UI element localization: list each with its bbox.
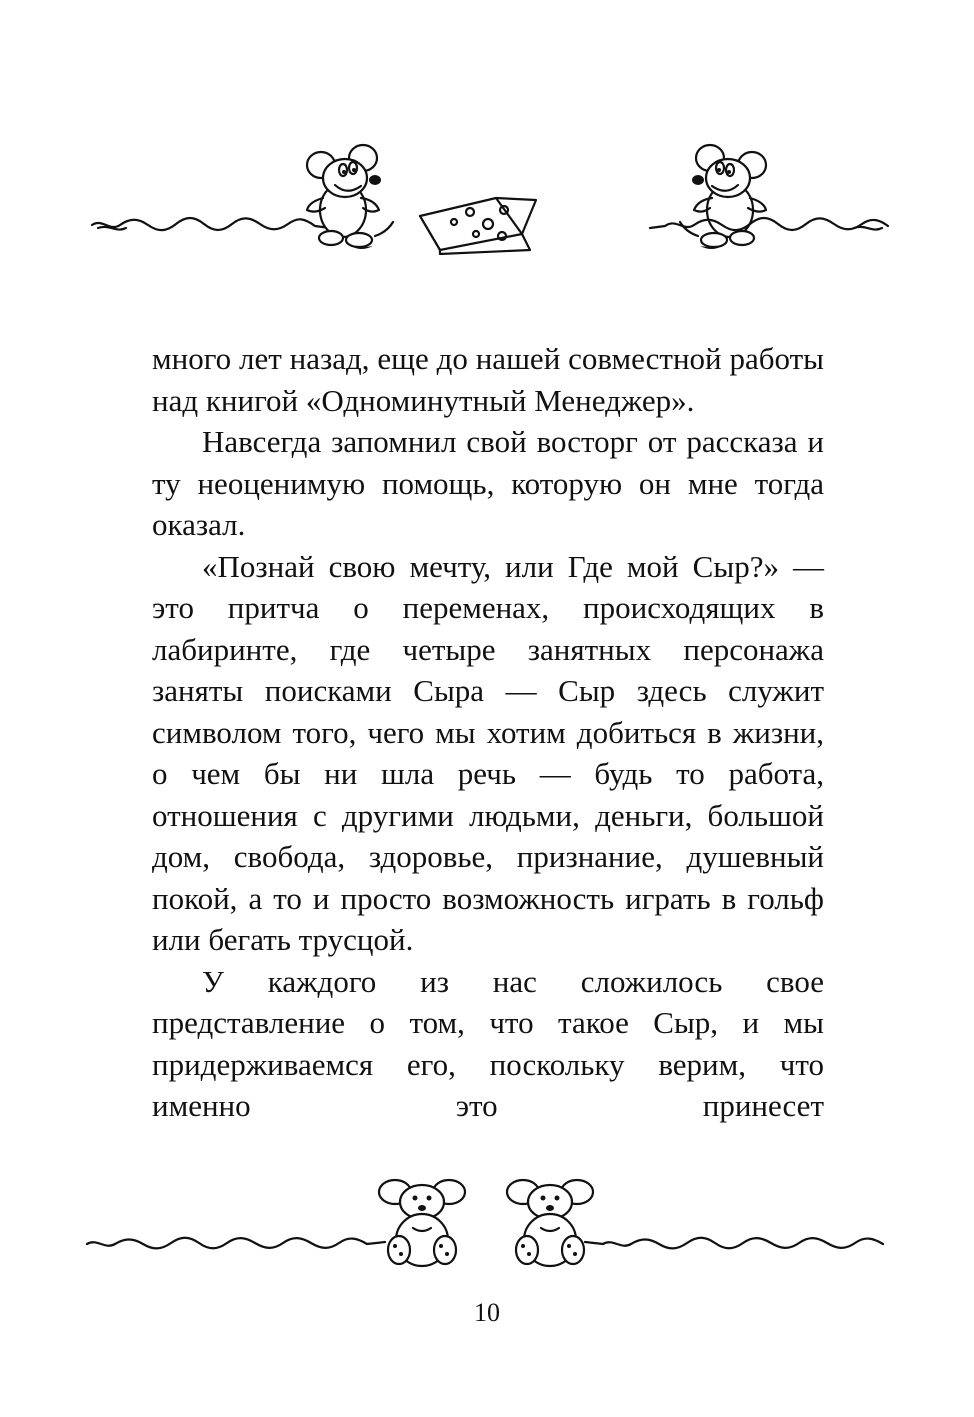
paragraph-2: Навсегда запомнил свой восторг от рассказа и ту неоценимую помощь, которую он мне тогда оказал. <box>152 424 824 542</box>
paragraph-4: У каждого из нас сложилось свое представление о том, что такое Сыр, и мы придерживаемся его, поскольку верим, что именно это принесет <box>152 963 824 1123</box>
wavy-line-bottom-right <box>585 1238 883 1249</box>
body-text <box>152 338 824 1127</box>
mouse-right-icon <box>680 145 766 249</box>
mouse-sitting-icon-2 <box>507 1180 593 1266</box>
paragraph-1: много лет назад, еще до нашей совместной работы над книгой «Одноминутный Менеджер». <box>152 341 824 418</box>
page-number: 10 <box>474 1298 500 1327</box>
bottom-ornament <box>85 1172 885 1270</box>
wavy-line-bottom-left <box>87 1238 385 1249</box>
wavy-line-top-left <box>92 218 330 230</box>
mouse-sitting-icon <box>379 1180 465 1266</box>
paragraph-3: «Познай свою мечту, или Где мой Сыр?» — это притча о переменах, происходящих в лабиринте, где четыре занятных персонажа заняты поисками Сыра — Сыр здесь служит символом того, чего мы хотим добиться в жизни, о чем бы ни шла речь — будь то работа, отношения с другими людьми, деньги, большой дом, свобода, здоровье, признание, душевный покой, а то и просто возможность играть в гольф или бегать трусцой. <box>152 548 824 957</box>
cheese-icon <box>420 198 536 254</box>
top-ornament <box>90 140 890 255</box>
mouse-left-icon <box>307 145 393 249</box>
